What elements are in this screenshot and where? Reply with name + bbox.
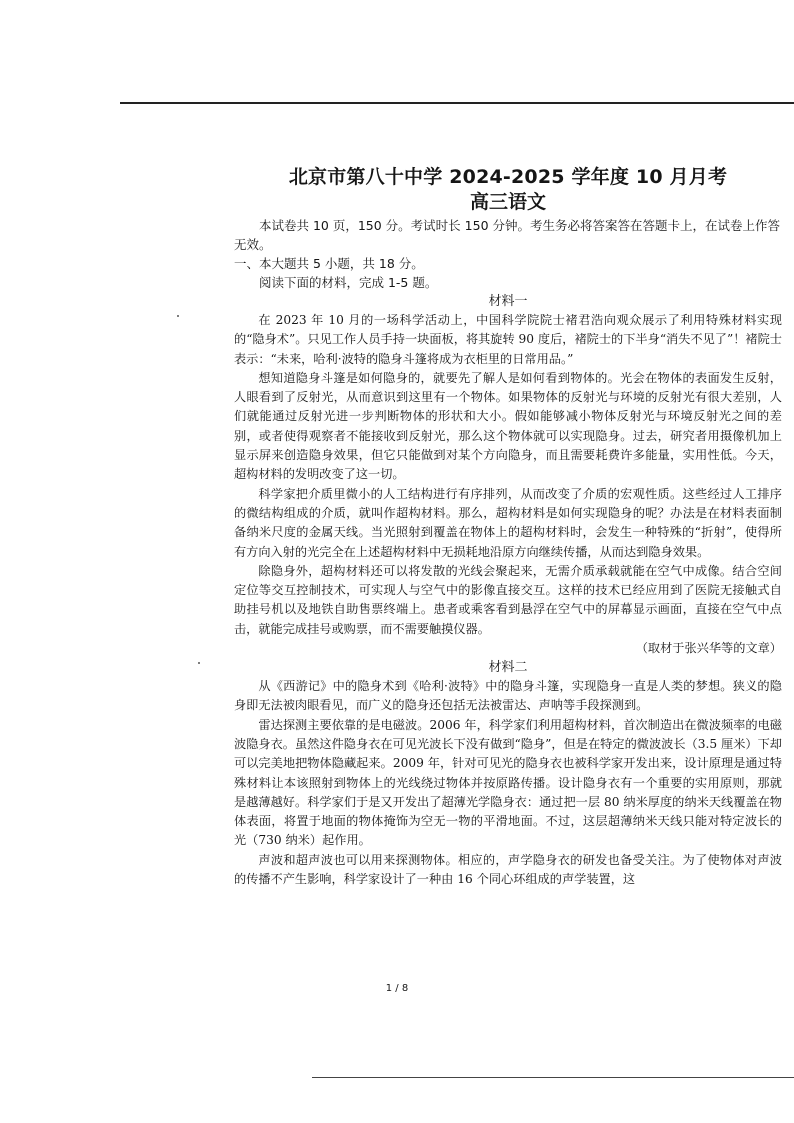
material-2-paragraph: 从《西游记》中的隐身术到《哈利·波特》中的隐身斗篷，实现隐身一直是人类的梦想。狭义的隐身即无法被肉眼看见，而广义的隐身还包括无法被雷达、声呐等手段探测到。 [234,679,782,713]
material-2-paragraph: 雷达探测主要依靠的是电磁波。2006 年，科学家们利用超构材料，首次制造出在微波频率的电磁波隐身衣。虽然这件隐身衣在可见光波长下没有做到“隐身”，但是在特定的微波波长（3.5 厘米）下却可以完美地把物体隐藏起来。2009 年，针对可见光的隐身衣也被科学家开发出来，设计原理是通过特殊材料让本该照射到物体上的光线绕过物体并按原路传播。设计隐身衣有一个重要的实用原则，那就是越薄越好。科学家们于是又开发出了超薄光学隐身衣：通过把一层 80 纳米厚度的纳米天线覆盖在物体表面，将置于地面的物体掩饰为空无一物的平滑地面。不过，这层超薄纳米天线只能对特定波长的光（730 纳米）起作用。 [234,717,782,848]
exam-subject: 高三语文 [469,191,546,213]
material-2-heading: 材料二 [488,660,528,676]
bottom-scan-rule [312,1077,794,1078]
top-scan-rule [120,102,794,104]
material-1-paragraph: 除隐身外，超构材料还可以将发散的光线会聚起来，无需介质承载就能在空气中成像。结合空间定位等交互控制技术，可实现人与空气中的影像直接交互。这样的技术已经应用到了医院无接触式自助挂号机以及地铁自助售票终端上。患者或乘客看到悬浮在空气中的屏幕显示画面，直接在空气中点击，就能完成挂号或购票，而不需要触摸仪器。 [234,563,782,636]
material-1-paragraph: 在 2023 年 10 月的一场科学活动上，中国科学院院士褚君浩向观众展示了利用特殊材料实现的“隐身术”。只见工作人员手持一块面板，将其旋转 90 度后，褚院士的下半身“消失不见了”！褚院士表示：“未来，哈利·波特的隐身斗篷将成为衣柜里的日常用品。” [234,313,782,366]
exam-instructions: 本试卷共 10 页，150 分。考试时长 150 分钟。考生务必将答案答在答题卡上，在试卷上作答无效。 [234,218,780,252]
material-1-paragraph: 科学家把介质里微小的人工结构进行有序排列，从而改变了介质的宏观性质。这些经过人工排序的微结构组成的介质，就叫作超构材料。那么，超构材料是如何实现隐身的呢？办法是在材料表面制备纳米尺度的金属天线。当光照射到覆盖在物体上的超构材料时，会发生一种特殊的“折射”，使得所有方向入射的光完全在上述超构材料中无损耗地沿原方向继续传播，从而达到隐身效果。 [234,486,782,559]
reading-prompt: 阅读下面的材料，完成 1-5 题。 [259,275,438,290]
material-1-paragraph: 想知道隐身斗篷是如何隐身的，就要先了解人是如何看到物体的。光会在物体的表面发生反射，人眼看到了反射光，从而意识到这里有一个物体。如果物体的反射光与环境的反射光有很大差别，人们就能通过反射光进一步判断物体的形状和大小。假如能够减小物体反射光与环境反射光之间的差别，或者使得观察者不能接收到反射光，那么这个物体就可以实现隐身。过去，研究者用摄像机加上显示屏来创造隐身效果，但它只能做到对某个方向隐身，而且需要耗费许多能量，实用性低。今天，超构材料的发明改变了这一切。 [234,370,782,482]
material-1-heading: 材料一 [488,294,528,309]
exam-title: 北京市第八十中学 2024-2025 学年度 10 月月考 [288,166,728,188]
page-number: 1 / 8 [385,983,409,994]
scan-speck [177,315,179,317]
section-heading: 一、本大题共 5 小题，共 18 分。 [234,256,424,271]
scan-speck [198,662,200,664]
material-2-paragraph: 声波和超声波也可以用来探测物体。相应的，声学隐身衣的研发也备受关注。为了使物体对声波的传播不产生影响，科学家设计了一种由 16 个同心环组成的声学装置，这 [234,852,782,887]
exam-page-content [234,164,782,889]
material-1-source: （取材于张兴华等的文章） [635,641,782,656]
